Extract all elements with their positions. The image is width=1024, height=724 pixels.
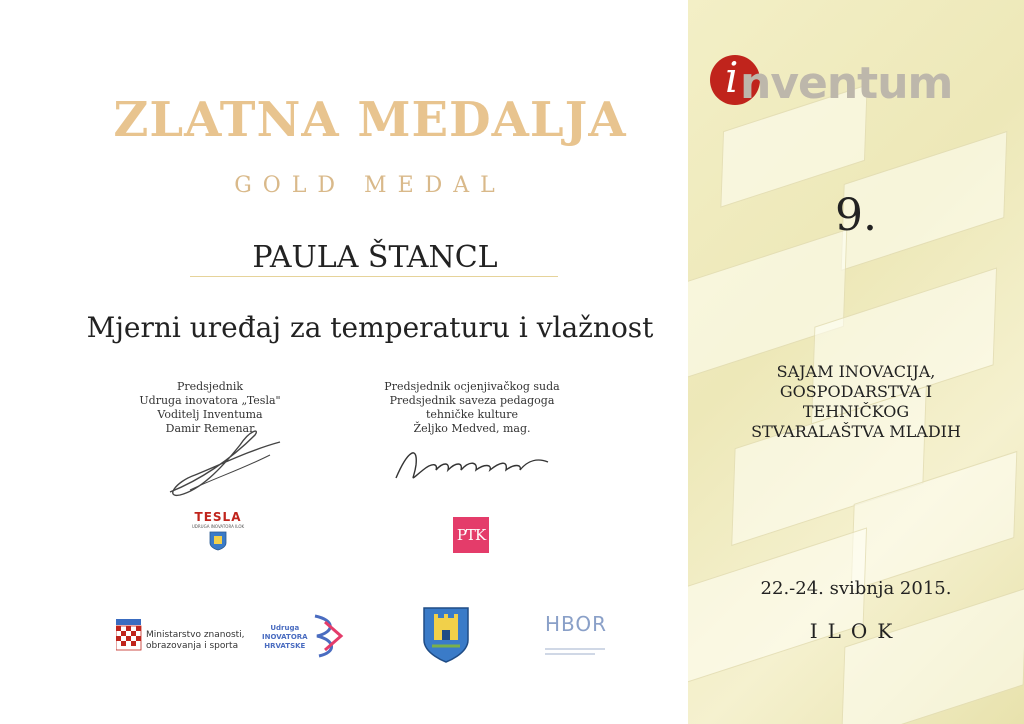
event-dates: 22.-24. svibnja 2015. xyxy=(760,578,952,599)
right-signatory-line: Predsjednik ocjenjivačkog suda xyxy=(384,380,560,393)
right-signature xyxy=(388,440,558,490)
certificate-title: ZLATNA MEDALJA xyxy=(113,92,627,148)
left-signatory-line: Voditelj Inventuma xyxy=(157,408,263,421)
inventum-logo-text: nventum xyxy=(740,58,953,109)
ilok-crest-icon xyxy=(209,531,227,551)
ministry-line: obrazovanja i sporta xyxy=(146,641,239,651)
fair-title xyxy=(688,362,1024,442)
udruga-line: HRVATSKE xyxy=(264,642,306,650)
udruga-logo-text xyxy=(262,624,308,651)
left-signatory-line: Udruga inovatora „Tesla" xyxy=(139,394,281,407)
right-signatory-line: tehničke kulture xyxy=(426,408,518,421)
udruga-logo-icon xyxy=(305,612,345,660)
left-signatory-line: Predsjednik xyxy=(176,380,244,393)
recipient-name: PAULA ŠTANCL xyxy=(252,240,498,275)
hbor-subtext xyxy=(545,646,609,658)
right-signatory-line: Željko Medved, mag. xyxy=(413,422,531,435)
udruga-line: Udruga xyxy=(270,624,300,632)
event-city: ILOK xyxy=(809,619,903,643)
inventum-logo-i: i xyxy=(725,53,739,102)
right-signatory xyxy=(372,380,572,436)
fair-title-line: SAJAM INOVACIJA, xyxy=(776,362,936,381)
edition-number: 9. xyxy=(835,190,877,241)
ministry-logo-text xyxy=(146,630,245,652)
ministry-line: Ministarstvo znanosti, xyxy=(146,630,245,640)
fair-title-line: GOSPODARSTVA I xyxy=(779,382,933,401)
left-signature xyxy=(160,420,290,500)
tesla-logo-subtext: UDRUGA INOVATORA ILOK xyxy=(191,524,245,529)
tesla-logo-text: TESLA xyxy=(194,510,242,524)
fair-title-line: STVARALAŠTVA MLADIH xyxy=(751,422,961,441)
project-title: Mjerni uređaj za temperaturu i vlažnost xyxy=(86,311,654,344)
ilok-coat-of-arms-icon xyxy=(422,606,470,664)
tesla-logo xyxy=(188,510,248,555)
background-tile xyxy=(688,527,867,684)
croatia-coat-of-arms-icon xyxy=(116,618,144,654)
ptk-logo: PTK xyxy=(453,517,489,553)
background-tile xyxy=(841,587,1024,724)
hbor-logo: HBOR xyxy=(545,612,608,636)
right-signatory-line: Predsjednik saveza pedagoga xyxy=(389,394,555,407)
fair-title-line: TEHNIČKOG xyxy=(802,402,910,421)
recipient-underline xyxy=(190,276,558,277)
udruga-line: INOVATORA xyxy=(262,633,308,641)
left-signatory-line: Damir Remenar xyxy=(165,422,255,435)
certificate-subtitle: GOLD MEDAL xyxy=(234,173,506,198)
